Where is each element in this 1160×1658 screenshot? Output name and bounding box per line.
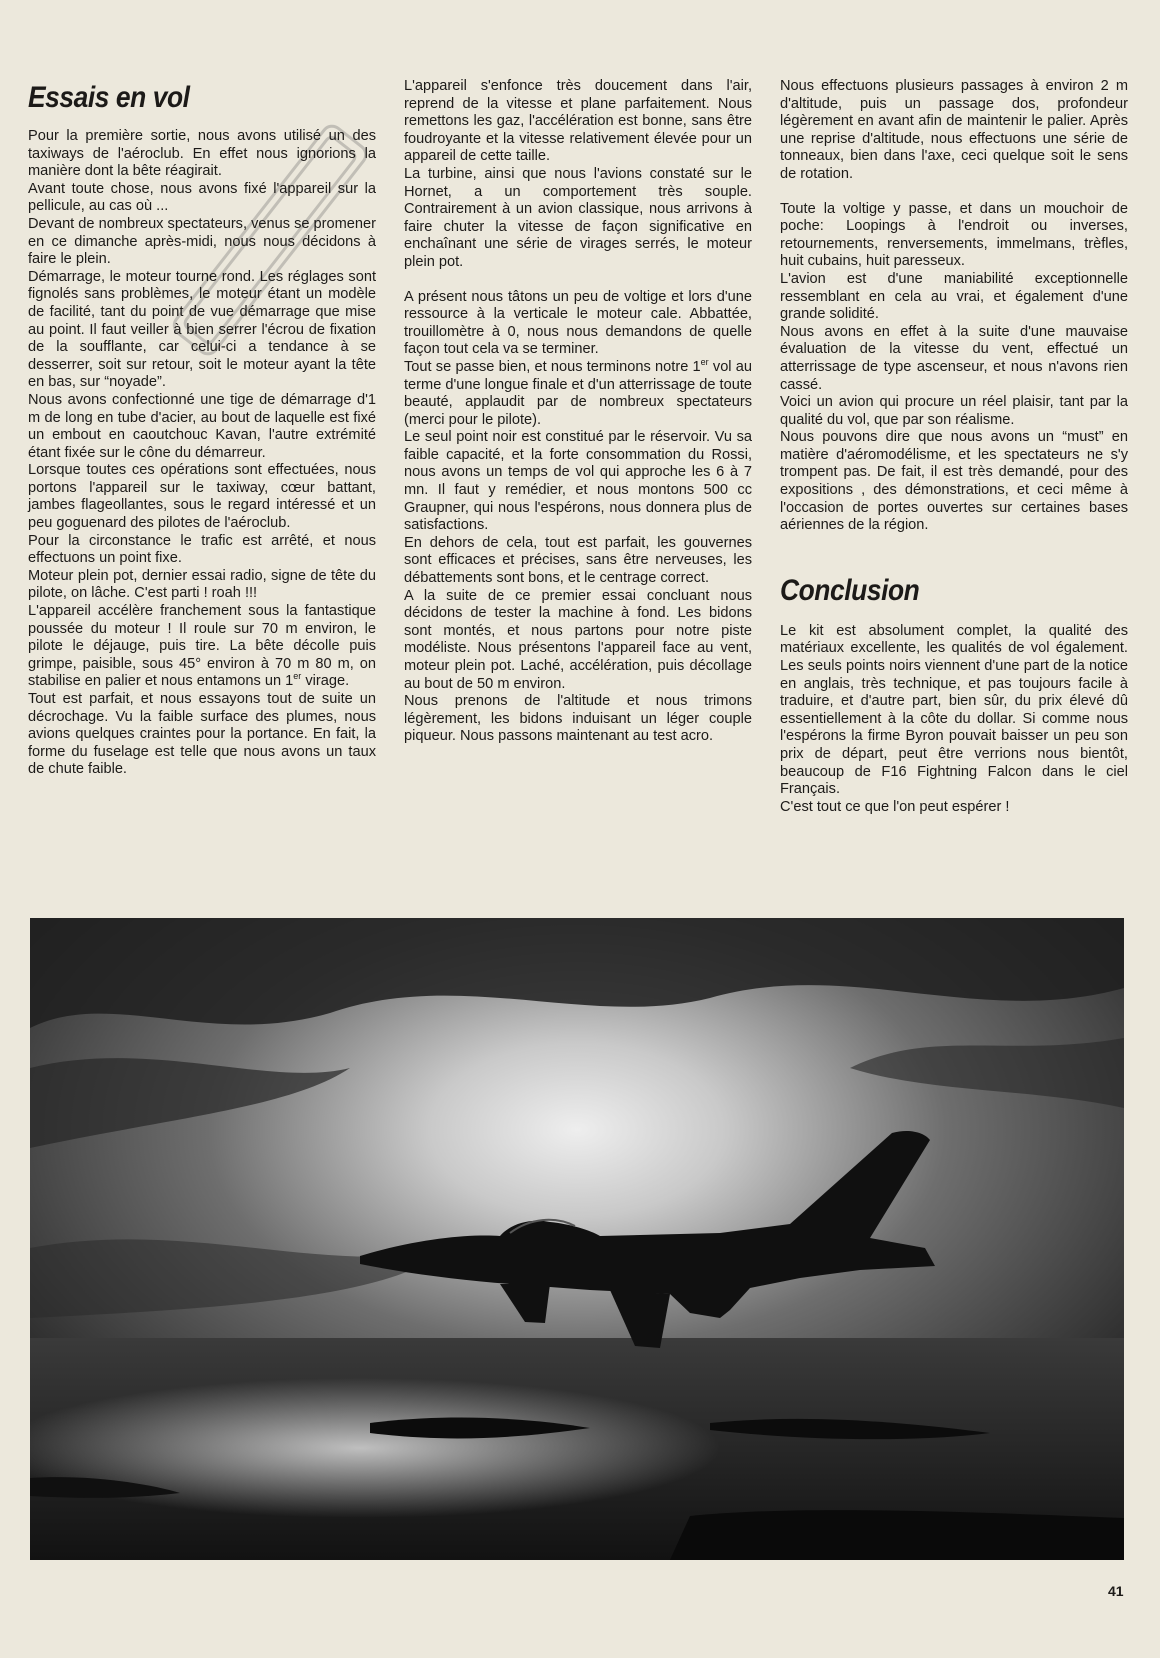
section-title-conclusion: Conclusion bbox=[780, 573, 920, 607]
paragraph: Pour la première sortie, nous avons utilisé un des taxiways de l'aéroclub. En effet nous ignorions la manière dont la bête réagirait. bbox=[28, 128, 376, 180]
paragraph: Nous avons en effet à la suite d'une mauvaise évaluation de la vitesse du vent, effectué un atterrissage de type ascenseur, et nous n'avons rien cassé. bbox=[780, 323, 1128, 393]
paragraph: Nous pouvons dire que nous avons un “must” en matière d'aéromodélisme, et les spectateurs ne s'y trompent pas. De fait, il est très demandé, pour des expositions , des démonstrations, et ceci même à l'occasion de portes ouvertes sur certaines bases aériennes de la région. bbox=[780, 429, 1128, 534]
paragraph: En dehors de cela, tout est parfait, les gouvernes sont efficaces et précises, sans être nerveuses, les débattements sont bons, et le centrage correct. bbox=[404, 534, 752, 587]
paragraph: L'avion est d'une maniabilité exceptionnelle ressemblant en cela au vrai, et également d'une grande solidité. bbox=[780, 270, 1128, 323]
paragraph bbox=[28, 603, 376, 691]
superscript: er bbox=[293, 671, 302, 682]
paragraph: A présent nous tâtons un peu de voltige et lors d'une ressource à la verticale le moteur cale. Abbattée, trouillomètre à 0, nous nous demandons de quelle façon tout cela va se terminer. bbox=[404, 288, 752, 358]
paragraph: Nous prenons de l'altitude et nous trimons légèrement, les bidons induisant un léger couple piqueur. Nous passons maintenant au test acro. bbox=[404, 693, 752, 745]
column-1 bbox=[28, 80, 376, 779]
paragraph: Le seul point noir est constitué par le réservoir. Vu sa faible capacité, et la forte consommation du Rossi, nous avons un temps de vol qui approche les 6 à 7 mn. Il faut y remédier, et nous montons 500 cc Graupner, qui nous l'espérons, nous donnera plus de satisfactions. bbox=[404, 429, 752, 534]
text-run: L'appareil accélère franchement sous la fantastique poussée du moteur ! Il roule sur 70 m environ, le pilote le déjauge, puis tire. La bête décolle puis grimpe, paisible, sous 45° environ à 70 m 80 m, on stabilise en palier et nous entamons un 1 bbox=[28, 603, 376, 690]
paragraph bbox=[404, 359, 752, 429]
section-title-essais: Essais en vol bbox=[28, 81, 190, 114]
paragraph: Toute la voltige y passe, et dans un mouchoir de poche: Loopings à l'endroit ou inverses, retournements, renversements, immelmans, trèfles, huit cubains, huit paresseux. bbox=[780, 200, 1128, 270]
paragraph: Le kit est absolument complet, la qualité des matériaux excellente, les qualités de vol également. Les seuls points noirs viennent d'une part de la notice en anglais, très technique, et pas toujours facile à traduire, et d'autre part, bien sûr, du prix élevé dû essentiellement à la côte du dollar. Si comme nous l'espérons la firme Byron pouvait baisser un peu son prix de départ, peut être verrions nous bientôt, beaucoup de F16 Fightning Falcon dans le ciel Français. bbox=[780, 622, 1128, 798]
paragraph: Nous avons confectionné une tige de démarrage d'1 m de long en tube d'acier, au bout de laquelle est fixé un embout en caoutchouc Kavan, l'autre extrémité étant fixée sur le cône du démarreur. bbox=[28, 391, 376, 461]
paragraph: Démarrage, le moteur tourne rond. Les réglages sont fignolés sans problèmes, le moteur étant un modèle de facilité, tant du point de vue démarrage que mise au point. Il faut veiller à bien serrer l'écrou de fixation de la soufflante, car celui-ci a tendance à se desserrer, soit sur retour, soit le moteur ayant la tête en bas, sur “noyade”. bbox=[28, 268, 376, 391]
paragraph: Pour la circonstance le trafic est arrêté, et nous effectuons un point fixe. bbox=[28, 532, 376, 567]
paragraph: Tout est parfait, et nous essayons tout de suite un décrochage. Vu la faible surface des plumes, nous avions quelques craintes pour la portance. En fait, la forme du fuselage est telle que nous avons un taux de chute faible. bbox=[28, 691, 376, 778]
text-run: vol au terme d'une longue finale et d'un atterrissage de toute beauté, applaudit par de nombreux spectateurs (merci pour le pilote). bbox=[404, 358, 753, 428]
paragraph: Voici un avion qui procure un réel plaisir, tant par la qualité du vol, que par son réalisme. bbox=[780, 394, 1128, 428]
paragraph: Devant de nombreux spectateurs, venus se promener en ce dimanche après-midi, nous nous décidons à faire le plein. bbox=[28, 215, 377, 268]
paragraph: Lorsque toutes ces opérations sont effectuées, nous portons l'appareil sur le taxiway, cœur battant, jambes flageollantes, sous le regard intéressé et un peu goguenard des pilotes de l'aéroclub. bbox=[28, 462, 376, 532]
paragraph: Moteur plein pot, dernier essai radio, signe de tête du pilote, on lâche. C'est parti ! roah !!! bbox=[28, 567, 376, 602]
paragraph: C'est tout ce que l'on peut espérer ! bbox=[780, 798, 1010, 815]
text-run: virage. bbox=[301, 673, 350, 690]
paragraph: A la suite de ce premier essai concluant nous décidons de tester la machine à fond. Les bidons sont montés, et nous partons pour notre piste modéliste. Nous présentons l'appareil face au vent, moteur plein pot. Laché, accélération, puis décollage au bout de 50 m environ. bbox=[404, 587, 752, 692]
paragraph: La turbine, ainsi que nous l'avions constaté sur le Hornet, a un comportement très souple. Contrairement à un avion classique, nous arrivons à faire chuter la vitesse de façon significative en enchaînant une série de virages serrés, le moteur plein pot. bbox=[404, 165, 752, 270]
page-number: 41 bbox=[1108, 1583, 1124, 1599]
paragraph: Avant toute chose, nous avons fixé l'appareil sur la pellicule, au cas où ... bbox=[28, 180, 376, 215]
paragraph: L'appareil s'enfonce très doucement dans l'air, reprend de la vitesse et plane parfaitement. Nous remettons les gaz, l'accélération est bonne, sans être foudroyante et la vitesse relativement élevée pour un appareil de cette taille. bbox=[404, 78, 752, 165]
jet-silhouette-photo bbox=[30, 918, 1124, 1560]
text-run: Tout se passe bien, et nous terminons notre 1 bbox=[404, 358, 701, 375]
paragraph: Nous effectuons plusieurs passages à environ 2 m d'altitude, puis un passage dos, profondeur légèrement en avant afin de maintenir le palier. Après une reprise d'altitude, nous effectuons une série de tonneaux, bien dans l'axe, ceci quelque soit le sens de rotation. bbox=[780, 78, 1128, 182]
superscript: er bbox=[700, 357, 709, 368]
column-3 bbox=[780, 78, 1128, 816]
column-2 bbox=[404, 78, 752, 746]
